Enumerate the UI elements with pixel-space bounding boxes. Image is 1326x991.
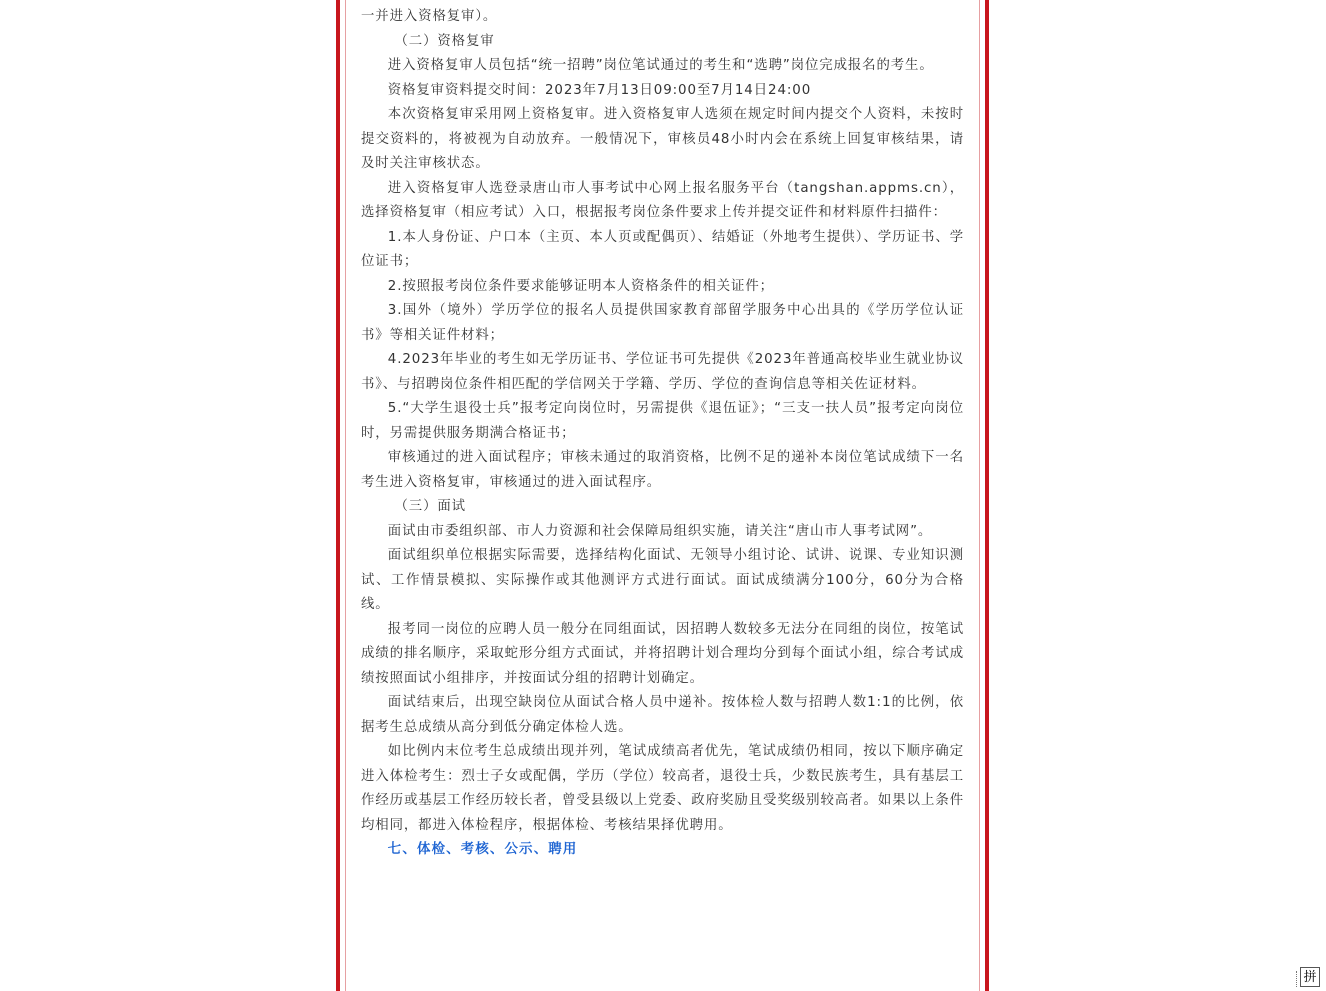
document-body bbox=[361, 5, 964, 863]
paragraph: 报考同一岗位的应聘人员一般分在同组面试，因招聘人数较多无法分在同组的岗位，按笔试成绩的排名顺序，采取蛇形分组方式面试，并将招聘计划合理均分到每个面试小组，综合考试成绩按照面试小组排序，并按面试分组的招聘计划确定。 bbox=[361, 621, 964, 686]
paragraph: 面试结束后，出现空缺岗位从面试合格人员中递补。按体检人数与招聘人数1:1的比例，依据考生总成绩从高分到低分确定体检人选。 bbox=[361, 695, 964, 735]
left-inner-rule bbox=[345, 0, 346, 991]
paragraph: 进入资格复审人员包括“统一招聘”岗位笔试通过的考生和“选聘”岗位完成报名的考生。 bbox=[387, 58, 934, 73]
section-heading: 七、体检、考核、公示、聘用 bbox=[387, 842, 578, 857]
paragraph: 进入资格复审人选登录唐山市人事考试中心网上报名服务平台（tangshan.appms.cn），选择资格复审（相应考试）入口，根据报考岗位条件要求上传并提交证件和材料原件扫描件： bbox=[361, 180, 964, 220]
list-item: 5.“大学生退役士兵”报考定向岗位时，另需提供《退伍证》；“三支一扶人员”报考定向岗位时，另需提供服务期满合格证书； bbox=[361, 401, 964, 441]
list-item: 4.2023年毕业的考生如无学历证书、学位证书可先提供《2023年普通高校毕业生就业协议书》、与招聘岗位条件相匹配的学信网关于学籍、学历、学位的查询信息等相关佐证材料。 bbox=[361, 352, 964, 392]
paragraph: 本次资格复审采用网上资格复审。进入资格复审人选须在规定时间内提交个人资料，未按时提交资料的，将被视为自动放弃。一般情况下，审核员48小时内会在系统上回复审核结果，请及时关注审核状态。 bbox=[361, 107, 964, 171]
paragraph: 如比例内末位考生总成绩出现并列，笔试成绩高者优先，笔试成绩仍相同，按以下顺序确定进入体检考生：烈士子女或配偶，学历（学位）较高者，退役士兵，少数民族考生，具有基层工作经历或基层工作经历较长者，曾受县级以上党委、政府奖励且受奖级别较高者。如果以上条件均相同，都进入体检程序，根据体检、考核结果择优聘用。 bbox=[361, 744, 964, 833]
right-red-border bbox=[985, 0, 989, 991]
list-item: 3.国外（境外）学历学位的报名人员提供国家教育部留学服务中心出具的《学历学位认证书》等相关证件材料； bbox=[361, 303, 964, 343]
ime-pinyin-icon[interactable]: 拼 bbox=[1300, 967, 1320, 987]
paragraph: 审核通过的进入面试程序；审核未通过的取消资格，比例不足的递补本岗位笔试成绩下一名考生进入资格复审，审核通过的进入面试程序。 bbox=[361, 450, 964, 490]
paragraph: 一并进入资格复审）。 bbox=[361, 9, 498, 24]
section-subheading: （二）资格复审 bbox=[394, 33, 495, 49]
paragraph: 面试组织单位根据实际需要，选择结构化面试、无领导小组讨论、试讲、说课、专业知识测试、工作情景模拟、实际操作或其他测评方式进行面试。面试成绩满分100分，60分为合格线。 bbox=[361, 548, 964, 612]
left-red-border bbox=[336, 0, 340, 991]
list-item: 1.本人身份证、户口本（主页、本人页或配偶页）、结婚证（外地考生提供）、学历证书、学位证书； bbox=[361, 229, 964, 269]
paragraph: 面试由市委组织部、市人力资源和社会保障局组织实施，请关注“唐山市人事考试网”。 bbox=[387, 523, 933, 539]
paragraph: 资格复审资料提交时间：2023年7月13日09:00至7月14日24:00 bbox=[387, 82, 812, 98]
section-subheading: （三）面试 bbox=[394, 499, 466, 514]
list-item: 2.按照报考岗位条件要求能够证明本人资格条件的相关证件； bbox=[387, 278, 774, 294]
right-inner-rule bbox=[979, 0, 980, 991]
